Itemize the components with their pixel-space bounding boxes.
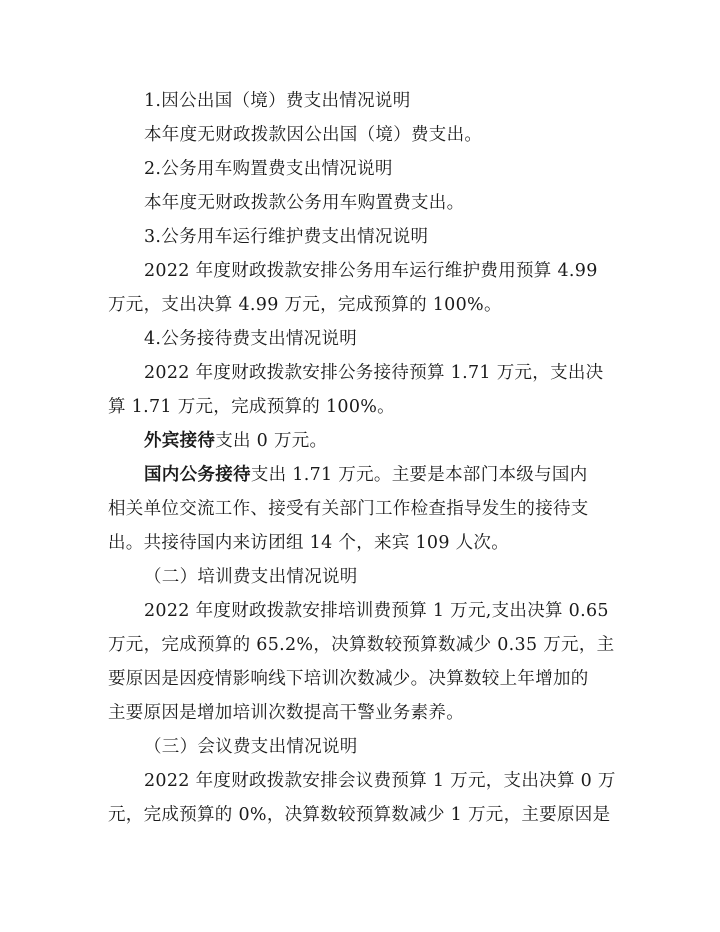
paragraph-training-line4: 主要原因是增加培训次数提高干警业务素养。 — [108, 703, 464, 723]
heading-training: （二）培训费支出情况说明 — [144, 567, 358, 587]
paragraph-training-line3: 要原因是因疫情影响线下培训次数减少。决算数较上年增加的 — [108, 669, 589, 689]
paragraph-vehicle-maintenance-line1: 2022 年度财政拨款安排公务用车运行维护费用预算 4.99 — [144, 261, 598, 281]
paragraph-reception-line1: 2022 年度财政拨款安排公务接待预算 1.71 万元，支出决 — [144, 363, 604, 383]
document-page — [108, 84, 616, 832]
heading-vehicle-purchase: 2.公务用车购置费支出情况说明 — [144, 159, 393, 179]
paragraph-vehicle-purchase: 本年度无财政拨款公务用车购置费支出。 — [144, 193, 465, 213]
paragraph-reception-line2: 算 1.71 万元，完成预算的 100%。 — [108, 397, 395, 417]
paragraph-domestic-reception-line1 — [108, 458, 616, 492]
paragraph-training-line2: 万元，完成预算的 65.2%，决算数较预算数减少 0.35 万元，主 — [108, 635, 615, 655]
paragraph-overseas-expense: 本年度无财政拨款因公出国（境）费支出。 — [144, 125, 483, 145]
heading-meeting: （三）会议费支出情况说明 — [144, 737, 358, 757]
paragraph-foreign-reception — [108, 424, 616, 458]
paragraph-training-line1: 2022 年度财政拨款安排培训费预算 1 万元,支出决算 0.65 — [144, 601, 609, 621]
paragraph-domestic-reception-line2: 相关单位交流工作、接受有关部门工作检查指导发生的接待支 — [108, 499, 589, 519]
paragraph-domestic-reception-line3: 出。共接待国内来访团组 14 个，来宾 109 人次。 — [108, 533, 510, 553]
paragraph-meeting-line2: 元，完成预算的 0%，决算数较预算数减少 1 万元，主要原因是 — [108, 805, 611, 825]
heading-vehicle-maintenance: 3.公务用车运行维护费支出情况说明 — [144, 227, 429, 247]
paragraph-meeting-line1: 2022 年度财政拨款安排会议费预算 1 万元，支出决算 0 万 — [144, 771, 616, 791]
label-domestic-reception: 国内公务接待 — [144, 465, 251, 485]
heading-overseas-expense: 1.因公出国（境）费支出情况说明 — [144, 91, 411, 111]
paragraph-vehicle-maintenance-line2: 万元，支出决算 4.99 万元，完成预算的 100%。 — [108, 295, 502, 315]
text-foreign-reception: 支出 0 万元。 — [215, 431, 328, 451]
heading-reception: 4.公务接待费支出情况说明 — [144, 329, 358, 349]
label-foreign-reception: 外宾接待 — [144, 431, 216, 451]
text-domestic-reception: 支出 1.71 万元。主要是本部门本级与国内 — [250, 465, 588, 485]
